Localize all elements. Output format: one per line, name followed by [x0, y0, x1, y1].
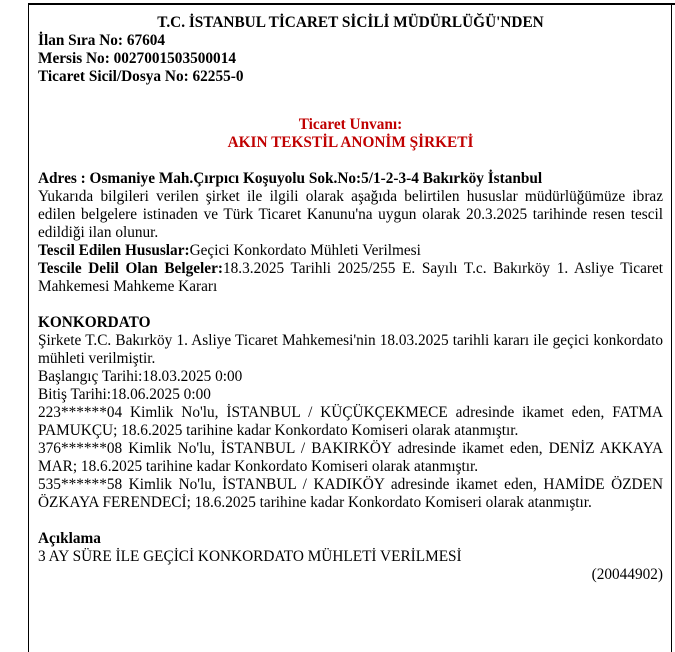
- start-date: Başlangıç Tarihi:18.03.2025 0:00: [38, 368, 243, 385]
- address-line: Adres : Osmaniye Mah.Çırpıcı Koşuyolu Sok.No:5/1-2-3-4 Bakırköy İstanbul: [38, 170, 543, 187]
- registered-value: Geçici Konkordato Mühleti Verilmesi: [189, 242, 421, 259]
- commissioner-1: 223******04 Kimlik No'lu, İSTANBUL / KÜÇÜKÇEKMECE adresinde ikamet eden, FATMA PAMUKÇU; 18.6.2025 tarihine kadar Konkordato Komiseri olarak atanmıştır.: [38, 404, 663, 439]
- registry-title: T.C. İSTANBUL TİCARET SİCİLİ MÜDÜRLÜĞÜ'NDEN: [157, 14, 544, 31]
- end-date: Bitiş Tarihi:18.06.2025 0:00: [38, 386, 211, 403]
- company-label: Ticaret Unvanı:: [298, 116, 403, 133]
- reference-number: (20044902): [591, 566, 663, 583]
- konkordato-text: Şirkete T.C. Bakırköy 1. Asliye Ticaret Mahkemesi'nin 18.03.2025 tarihli kararı ile geçici konkordato mühleti verilmiştir.: [38, 332, 663, 367]
- aciklama-heading: Açıklama: [38, 530, 101, 547]
- right-border: [671, 3, 672, 652]
- registered-label: Tescil Edilen Hususlar:: [38, 242, 190, 259]
- left-border: [28, 3, 29, 652]
- aciklama-text: 3 AY SÜRE İLE GEÇİCİ KONKORDATO MÜHLETİ VERİLMESİ: [38, 548, 462, 565]
- top-border: [28, 3, 675, 5]
- registered-items: [38, 242, 663, 260]
- mersis-no: Mersis No: 0027001503500014: [38, 50, 236, 67]
- company-name: AKIN TEKSTİL ANONİM ŞİRKETİ: [227, 134, 474, 151]
- evidence-value: 18.3.2025 Tarihli 2025/255 E. Sayılı T.c. Bakırköy 1. Asliye Ticaret Mahkemesi Mahkeme Kararı: [38, 260, 663, 295]
- evidence-docs: [38, 260, 663, 296]
- announcement-content: [38, 14, 663, 584]
- ticaret-sicil-no: Ticaret Sicil/Dosya No: 62255-0: [38, 68, 244, 85]
- commissioner-2: 376******08 Kimlik No'lu, İSTANBUL / BAKIRKÖY adresinde ikamet eden, DENİZ AKKAYA MAR; 18.6.2025 tarihine kadar Konkordato Komiseri olarak atanmıştır.: [38, 440, 663, 475]
- intro-paragraph: Yukarıda bilgileri verilen şirket ile ilgili olarak aşağıda belirtilen hususlar müdürlüğümüze ibraz edilen belgelere istinaden ve Türk Ticaret Kanunu'na uygun olarak 20.3.2025 tarihinde resen tescil edildiği ilan olunur.: [38, 188, 663, 241]
- ilan-sira-no: İlan Sıra No: 67604: [38, 32, 166, 49]
- commissioner-3: 535******58 Kimlik No'lu, İSTANBUL / KADIKÖY adresinde ikamet eden, HAMİDE ÖZDEN ÖZKAYA FERENDECİ; 18.6.2025 tarihine kadar Konkordato Komiseri olarak atanmıştır.: [38, 476, 663, 511]
- konkordato-heading: KONKORDATO: [38, 314, 151, 331]
- evidence-label: Tescile Delil Olan Belgeler:: [38, 260, 223, 277]
